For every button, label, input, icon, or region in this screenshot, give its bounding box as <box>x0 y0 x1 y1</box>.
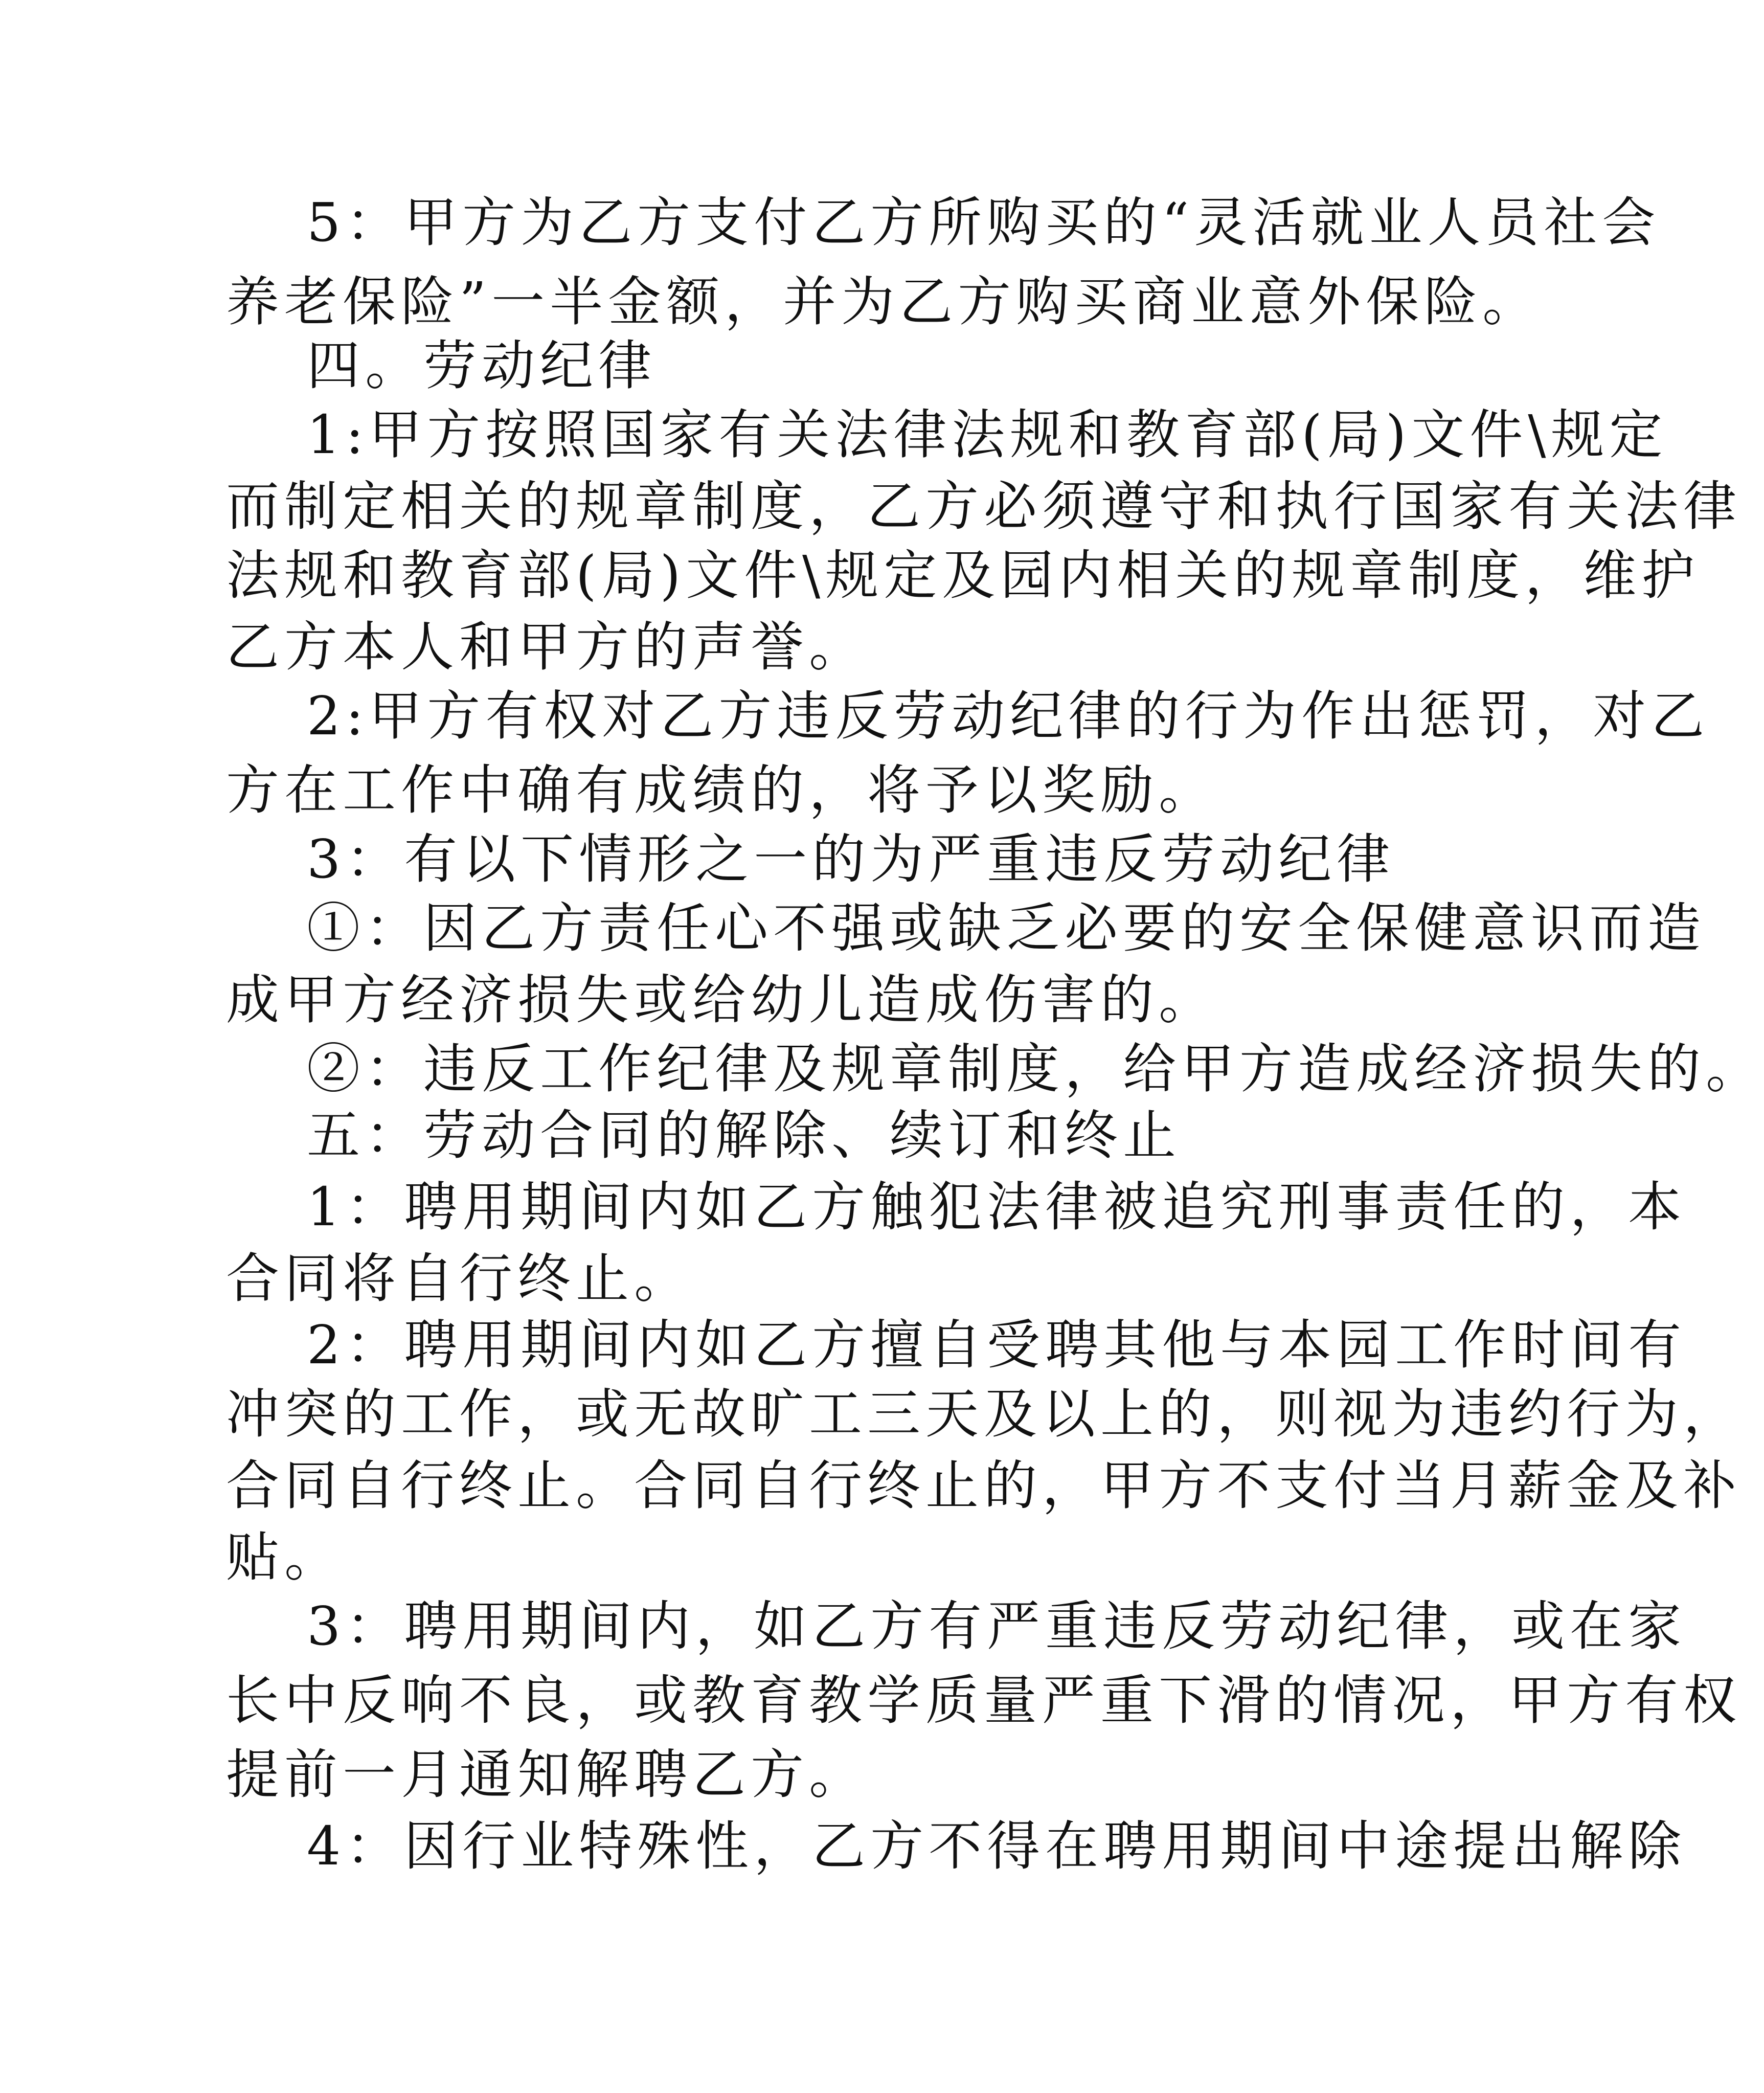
paragraph-line: 成甲方经济损失或给幼儿造成伤害的。 <box>226 969 1217 1031</box>
paragraph-line: 而制定相关的规章制度，乙方必须遵守和执行国家有关法律 <box>226 475 1742 537</box>
paragraph-line: 2:甲方有权对乙方违反劳动纪律的行为作出惩罚，对乙 <box>307 685 1710 747</box>
paragraph-line: 法规和教育部(局)文件\规定及园内相关的规章制度，维护 <box>226 544 1700 606</box>
paragraph-line: 4：因行业特殊性，乙方不得在聘用期间中途提出解除 <box>307 1815 1687 1877</box>
paragraph-line: 冲突的工作，或无故旷工三天及以上的，则视为违约行为， <box>226 1383 1742 1445</box>
paragraph-line: 2：聘用期间内如乙方擅自受聘其他与本园工作时间有 <box>307 1314 1687 1376</box>
paragraph-line: 合同自行终止。合同自行终止的，甲方不支付当月薪金及补 <box>226 1454 1742 1517</box>
paragraph-line: 养老保险”一半金额，并为乙方购买商业意外保险。 <box>226 271 1541 333</box>
paragraph-line: 合同将自行终止。 <box>226 1247 693 1310</box>
paragraph-line: 长中反响不良，或教育教学质量严重下滑的情况，甲方有权 <box>226 1669 1742 1731</box>
section-heading: 五：劳动合同的解除、续订和终止 <box>307 1104 1182 1166</box>
paragraph-line: 3：有以下情形之一的为严重违反劳动纪律 <box>307 828 1395 890</box>
paragraph-line: ②：违反工作纪律及规章制度，给甲方造成经济损失的。 <box>307 1038 1764 1100</box>
paragraph-line: 1:甲方按照国家有关法律法规和教育部(局)文件\规定 <box>307 403 1668 466</box>
paragraph-line: 5：甲方为乙方支付乙方所购买的“灵活就业人员社会 <box>307 191 1661 254</box>
paragraph-line: ①：因乙方责任心不强或缺乏必要的安全保健意识而造 <box>307 897 1706 959</box>
paragraph-line: 1：聘用期间内如乙方触犯法律被追究刑事责任的，本 <box>307 1176 1687 1238</box>
paragraph-line: 3：聘用期间内，如乙方有严重违反劳动纪律，或在家 <box>307 1595 1687 1657</box>
paragraph-line: 乙方本人和甲方的声誉。 <box>226 616 868 678</box>
section-heading: 四。劳动纪律 <box>307 334 657 397</box>
paragraph-line: 方在工作中确有成绩的，将予以奖励。 <box>226 759 1217 821</box>
paragraph-line: 提前一月通知解聘乙方。 <box>226 1743 868 1806</box>
paragraph-line: 贴。 <box>226 1526 343 1588</box>
